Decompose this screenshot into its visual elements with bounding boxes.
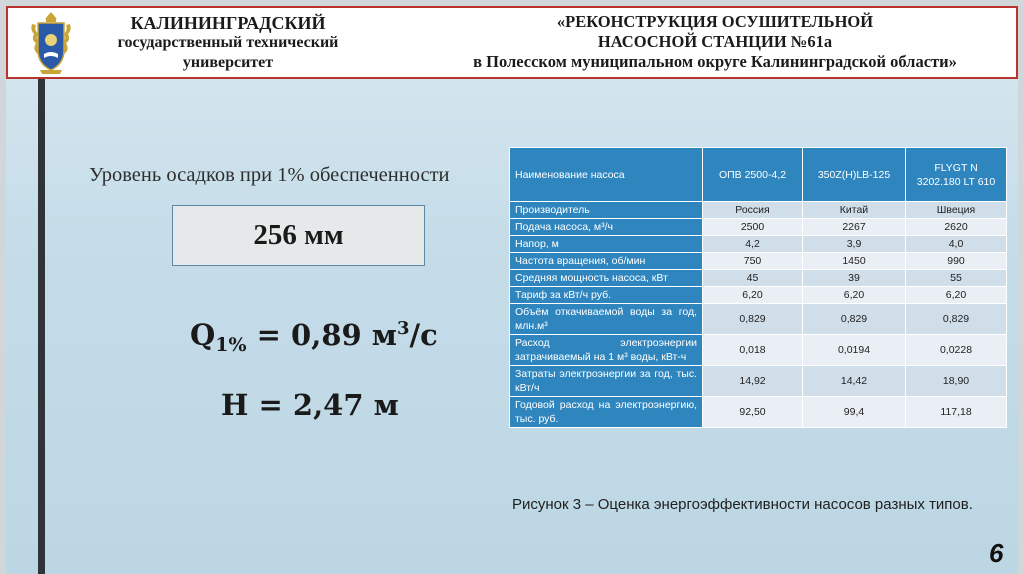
header-pump-name: Наименование насоса: [510, 148, 703, 202]
university-line3: университет: [182, 54, 274, 71]
table-row: [510, 366, 1007, 397]
project-line2: НАСОСНОЙ СТАНЦИИ №61а: [597, 32, 833, 51]
university-line1: КАЛИНИНГРАДСКИЙ: [130, 13, 326, 33]
university-crest-icon: [26, 10, 76, 77]
left-accent-bar: [38, 79, 45, 574]
slide-header: [6, 6, 1018, 79]
table-header-row: [510, 148, 1007, 202]
precipitation-value: 256 мм: [253, 219, 344, 251]
table-row: [510, 287, 1007, 304]
q-value: = 0,89 м: [246, 318, 397, 352]
row-label: Годовой расход на электроэнергию, тыс. руб.: [510, 397, 703, 428]
table-cell: 0,018: [703, 335, 803, 366]
table-cell: 39: [803, 270, 906, 287]
table-cell: Швеция: [906, 202, 1007, 219]
table-row: [510, 397, 1007, 428]
table-cell: 1450: [803, 253, 906, 270]
table-cell: 0,829: [803, 304, 906, 335]
row-label: Тариф за кВт/ч руб.: [510, 287, 703, 304]
pump-comparison-table: [509, 147, 1007, 428]
table-cell: 18,90: [906, 366, 1007, 397]
table-cell: 2267: [803, 219, 906, 236]
table-cell: Китай: [803, 202, 906, 219]
table-cell: 6,20: [803, 287, 906, 304]
table-cell: 990: [906, 253, 1007, 270]
row-label: Объём откачиваемой воды за год, млн.м³: [510, 304, 703, 335]
table-cell: 6,20: [703, 287, 803, 304]
table-cell: 6,20: [906, 287, 1007, 304]
table-cell: 92,50: [703, 397, 803, 428]
row-label: Напор, м: [510, 236, 703, 253]
table-cell: 55: [906, 270, 1007, 287]
table-row: [510, 253, 1007, 270]
row-label: Производитель: [510, 202, 703, 219]
table-cell: 117,18: [906, 397, 1007, 428]
q-unit-tail: /с: [409, 318, 438, 352]
figure-caption: Рисунок 3 – Оценка энергоэффективности насосов разных типов.: [512, 496, 973, 513]
row-label: Затраты электроэнергии за год, тыс. кВт/ч: [510, 366, 703, 397]
table-cell: 750: [703, 253, 803, 270]
university-name: [78, 13, 378, 73]
table-row: [510, 202, 1007, 219]
university-line2: государственный технический: [117, 34, 339, 51]
row-label: Расход электроэнергии затрачиваемый на 1 м³ воды, кВт-ч: [510, 335, 703, 366]
table-row: [510, 270, 1007, 287]
table-cell: 0,829: [906, 304, 1007, 335]
table-cell: 0,829: [703, 304, 803, 335]
precipitation-label: Уровень осадков при 1% обеспеченности: [89, 164, 450, 186]
table-row: [510, 219, 1007, 236]
table-cell: 2620: [906, 219, 1007, 236]
table-cell: 4,2: [703, 236, 803, 253]
table-cell: 3,9: [803, 236, 906, 253]
header-pump-1: ОПВ 2500-4,2: [703, 148, 803, 202]
head-formula: H = 2,47 м: [221, 388, 399, 422]
header-pump-3: FLYGT N 3202.180 LT 610: [906, 148, 1007, 202]
table-cell: 45: [703, 270, 803, 287]
table-row: [510, 304, 1007, 335]
row-label: Частота вращения, об/мин: [510, 253, 703, 270]
row-label: Подача насоса, м³/ч: [510, 219, 703, 236]
table-cell: 0,0194: [803, 335, 906, 366]
table-cell: 14,92: [703, 366, 803, 397]
page-number: 6: [989, 538, 1004, 568]
table-row: [510, 335, 1007, 366]
q-superscript: 3: [396, 318, 410, 339]
table-row: [510, 236, 1007, 253]
precipitation-value-box: [172, 205, 425, 266]
table-cell: 99,4: [803, 397, 906, 428]
table-cell: Россия: [703, 202, 803, 219]
table-cell: 4,0: [906, 236, 1007, 253]
table-cell: 2500: [703, 219, 803, 236]
table-cell: 0,0228: [906, 335, 1007, 366]
project-title: [406, 12, 1024, 72]
header-pump-2: 350Z(H)LB-125: [803, 148, 906, 202]
project-line1: «РЕКОНСТРУКЦИЯ ОСУШИТЕЛЬНОЙ: [556, 12, 874, 31]
discharge-formula: [190, 318, 438, 356]
q-symbol: Q: [190, 318, 216, 352]
project-line3: в Полесском муниципальном округе Калининградской области»: [473, 52, 957, 71]
q-subscript: 1%: [215, 334, 247, 356]
row-label: Средняя мощность насоса, кВт: [510, 270, 703, 287]
table-cell: 14,42: [803, 366, 906, 397]
